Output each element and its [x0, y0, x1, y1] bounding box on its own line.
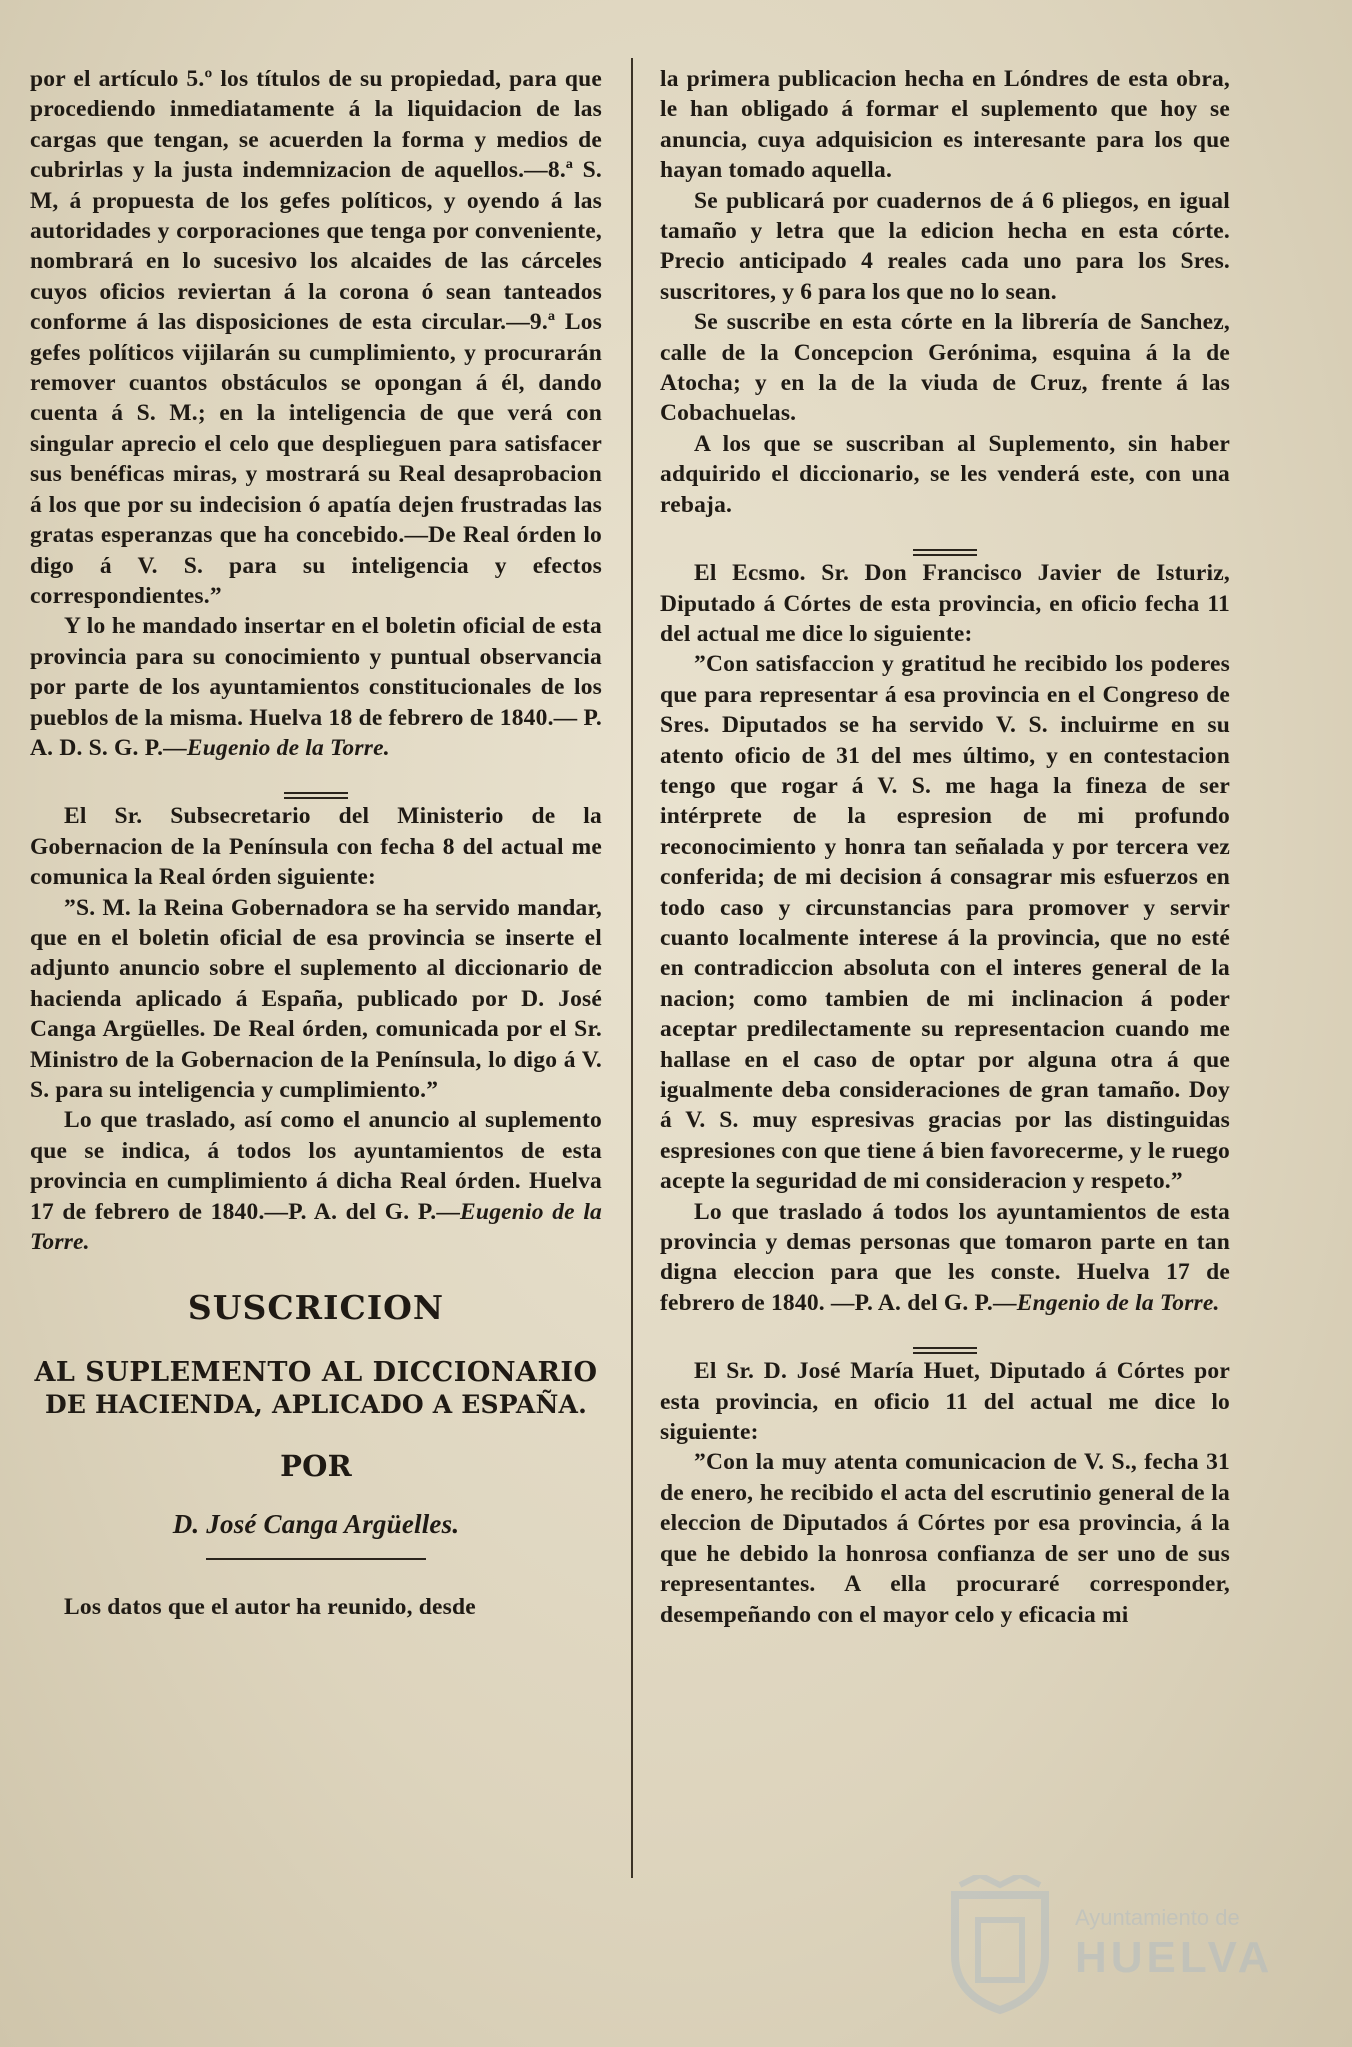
right-column [660, 64, 1230, 1630]
paragraph: El Ecsmo. Sr. Don Francisco Javier de Isturiz, Diputado á Córtes de esta provincia, en oficio fecha 11 del actual me dice lo siguiente: [660, 560, 1230, 647]
coat-of-arms-icon [940, 1875, 1060, 2015]
watermark-line-1: Ayuntamiento de [1075, 1905, 1240, 1930]
paragraph: la primera publicacion hecha en Lóndres de esta obra, le han obligado á formar el suplemento que hoy se anuncia, cuya adquisicion es interesante para los que hayan tomado aquella. [660, 66, 1230, 184]
paragraph: ”Con satisfaccion y gratitud he recibido los poderes que para representar á esa provincia en el Congreso de Sres. Diputados se ha servido V. S. incluirme en su atento oficio de 31 del mes último, y en contestacion tengo que rogar á V. S. me haga la fineza de ser intérprete de la espresion de mi profundo reconocimiento y honra tan señalada y por tercera vez conferida; de mi decision á consagrar mis esfuerzos en todo caso y circunstancias para promover y servir cuanto localmente interese á la provincia, que no esté en contradiccion absoluta con el interes general de la nacion; como tambien de mi inclinacion á poder aceptar predilectamente su representacion cuando me hallase en el caso de optar por alguna otra á que igualmente deba consideraciones de gran tamaño. Doy á V. S. muy espresivas gracias por las distinguidas espresiones con que tiene á bien favorecerme, y le ruego acepte la seguridad de mi consideracion y respeto.” [660, 651, 1230, 1195]
section-divider [660, 534, 1230, 548]
paragraph: El Sr. Subsecretario del Ministerio de la Gobernacion de la Península con fecha 8 del actual me comunica la Real órden siguiente: [30, 803, 602, 891]
announcement-title: SUSCRICION [187, 1288, 445, 1328]
paragraph: Se publicará por cuadernos de á 6 pliegos, en igual tamaño y letra que la edicion hecha en esta córte. Precio anticipado 4 reales cada uno para los Sres. suscritores, y 6 para los que no lo sean. [660, 187, 1230, 305]
section-divider [660, 1332, 1230, 1346]
announcement-by: POR [280, 1448, 352, 1483]
announcement-author: D. José Canga Argüelles. [172, 1509, 460, 1540]
paragraph: Se suscribe en esta córte en la librería de Sanchez, calle de la Concepcion Gerónima, esquina á la de Atocha; y en la de la viuda de Cruz, frente á las Cobachuelas. [660, 309, 1230, 427]
paragraph: ”S. M. la Reina Gobernadora se ha servido mandar, que en el boletin oficial de esa provincia se inserte el adjunto anuncio sobre el suplemento al diccionario de hacienda aplicado á España, publicado por D. José Canga Argüelles. De Real órden, comunicada por el Sr. Ministro de la Gobernacion de la Península, lo digo á V. S. para su inteligencia y cumplimiento.” [30, 894, 602, 1103]
archive-watermark [940, 1875, 1280, 2025]
announcement-subtitle-2: DE HACIENDA, APLICADO A ESPAÑA. [44, 1390, 588, 1420]
paragraph: A los que se suscriban al Suplemento, sin haber adquirido el diccionario, se les venderá este, con una rebaja. [660, 430, 1230, 518]
paragraph: por el artículo 5.º los títulos de su propiedad, para que procediendo inmediatamente á la liquidacion de las cargas que tengan, se acuerden la forma y medios de cubrirlas y la justa indemnizacion de aquellos.—8.ª S. M, á propuesta de los gefes políticos, y oyendo á las autoridades y corporaciones que tenga por conveniente, nombrará en lo sucesivo los alcaides de las cárceles cuyos oficios reviertan á la corona ó sean tanteados conforme á las disposiciones de esta circular.—9.ª Los gefes políticos vijilarán su cumplimiento, y procurarán remover cuantos obstáculos se opongan á él, dando cuenta á S. M.; en la inteligencia de que verá con singular aprecio el celo que desplieguen para satisfacer sus benéficas miras, y mostrará su Real desaprobacion á los que por su indecision ó apatía dejen frustradas las gratas esperanzas que ha concebido.—De Real órden lo digo á V. S. para su inteligencia y efectos correspondientes.” [30, 66, 602, 609]
paragraph: Los datos que el autor ha reunido, desde [64, 1593, 476, 1620]
ornament-divider [30, 1543, 602, 1573]
announcement-subtitle: AL SUPLEMENTO AL DICCIONARIO [34, 1356, 598, 1388]
left-column [30, 64, 602, 1622]
column-divider [631, 58, 633, 1878]
signature: Engenio de la Torre. [1016, 1289, 1220, 1316]
paragraph: Lo que traslado á todos los ayuntamientos de esta provincia y demas personas que tomaron parte en tan digna eleccion para que les conste. Huelva 17 de febrero de 1840. —P. A. del G. P.—Engenio de la Torre. [660, 1198, 1230, 1316]
paragraph: ”Con la muy atenta comunicacion de V. S., fecha 31 de enero, he recibido el acta del escrutinio general de la eleccion de Diputados á Córtes por esa provincia, á la que he debido la honrosa confianza de ser uno de sus representantes. A ella procuraré corresponder, desempeñando con el mayor celo y eficacia mi [660, 1449, 1230, 1628]
watermark-line-2: HUELVA [1075, 1933, 1274, 1982]
signature: Eugenio de la Torre. [186, 734, 390, 761]
paragraph: Y lo he mandado insertar en el boletin oficial de esta provincia para su conocimiento y puntual observancia por parte de los ayuntamientos constitucionales de los pueblos de la misma. Huelva 18 de febrero de 1840.— P. A. D. S. G. P.—Eugenio de la Torre. [30, 613, 602, 761]
paragraph: El Sr. D. José María Huet, Diputado á Córtes por esta provincia, en oficio 11 del actual me dice lo siguiente: [660, 1358, 1230, 1446]
signature: Eugenio de la Torre. [30, 1198, 602, 1256]
section-divider [30, 777, 602, 791]
paragraph: Lo que traslado, así como el anuncio al suplemento que se indica, á todos los ayuntamientos de esta provincia en cumplimiento á dicha Real órden. Huelva 17 de febrero de 1840.—P. A. del G. P.—Eugenio de la Torre. [30, 1107, 602, 1256]
